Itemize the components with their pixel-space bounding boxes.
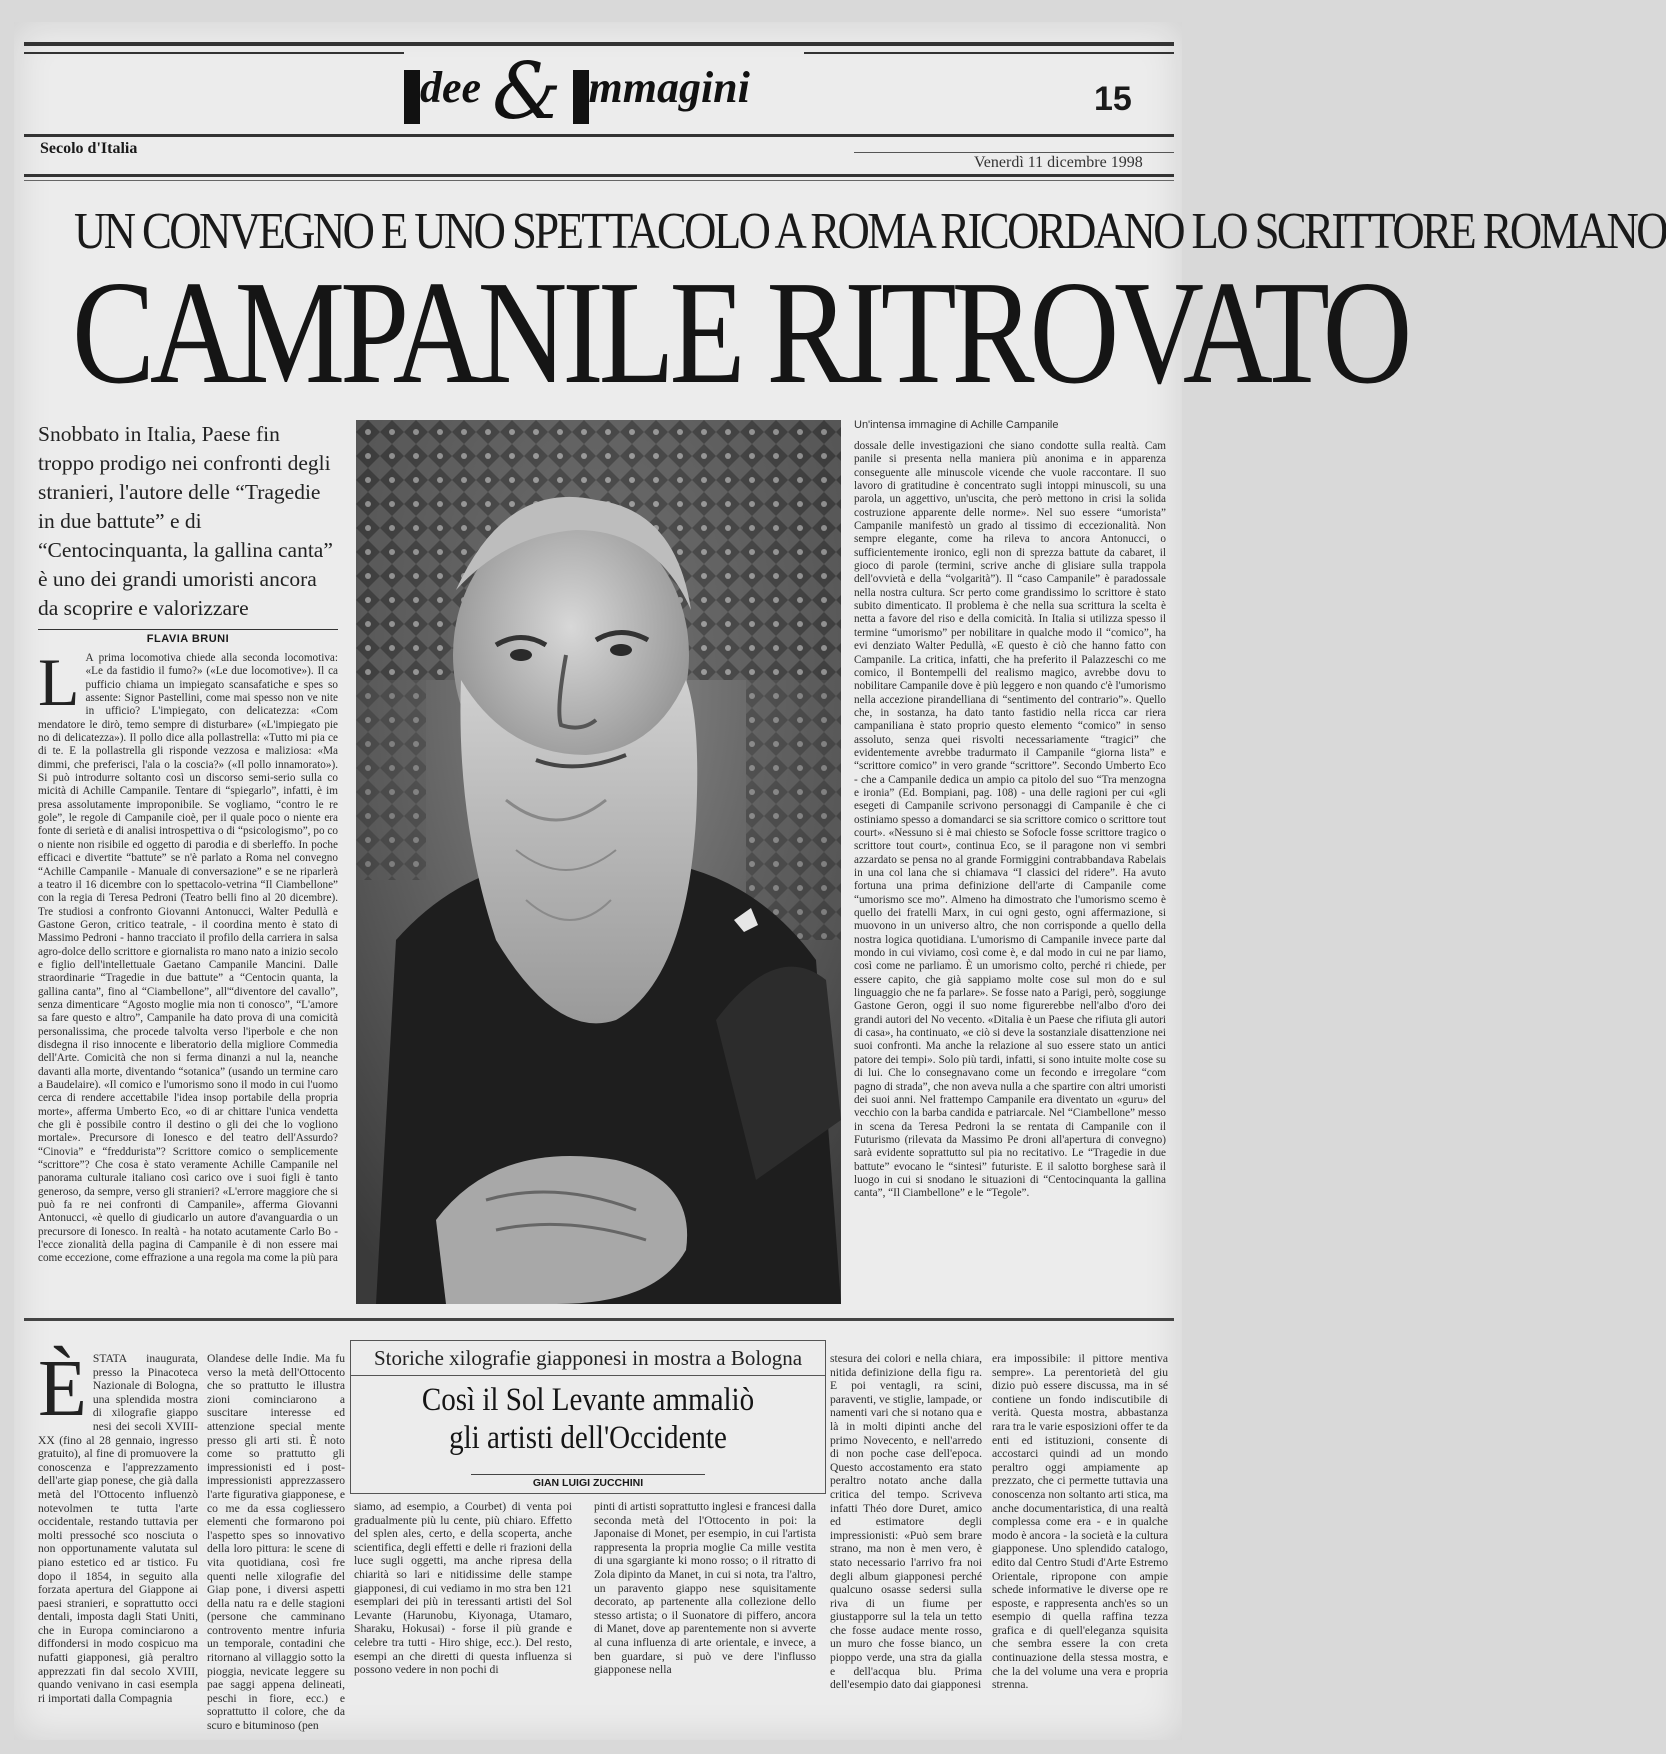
bottom-headline — [379, 1381, 796, 1457]
bottom-column-3-text: siamo, ad esempio, a Courbet) di venta poi gradualmente più lu cente, più chiaro. Effetto del splen ales, certo, e della scoperta, anche scientifica, degli effetti e delle ri frazioni della luce sugli oggetti, ma anche ripresa della chiarità so lari e nitidissime delle stampe giapponesi, di cui vediamo in mo stra ben 121 esemplari dei più in teressanti artisti del Sol Levante (Harunobu, Kiyonaga, Utamaro, Sharaku, Hokusai) - forse il più grande e celebre tra tutti - Hiro shige, ecc.). Del resto, esempi an che diretti di questa influenza si possono vedere in non pochi di — [354, 1500, 572, 1677]
photo-caption: Un'intensa immagine di Achille Campanile — [854, 419, 1059, 431]
bottom-column-3 — [354, 1500, 572, 1732]
bottom-column-6 — [992, 1352, 1168, 1732]
section-title-part2: mmagini — [588, 63, 750, 112]
portrait-illustration — [356, 420, 841, 1304]
header-rule-top — [24, 42, 1174, 46]
header-rule-bottom — [854, 152, 1174, 153]
header-rule-thin — [24, 180, 1174, 181]
article-column-2 — [854, 440, 1166, 1306]
bottom-headline-line-1: Così il Sol Levante ammaliò — [421, 1382, 755, 1418]
section-title — [404, 47, 794, 152]
header-rule-left — [24, 52, 404, 54]
portrait-photo — [356, 420, 841, 1304]
section-title-part1: dee — [420, 63, 482, 112]
header-rule-right — [804, 52, 1174, 54]
bottom-byline: GIAN LUIGI ZUCCHINI — [471, 1474, 705, 1489]
page-number: 15 — [1094, 80, 1132, 118]
article-dropcap: L — [38, 644, 80, 720]
bottom-column-5 — [830, 1352, 982, 1732]
article-kicker: UN CONVEGNO E UNO SPETTACOLO A ROMA RICORDANO LO SCRITTORE ROMANO — [74, 203, 1666, 260]
article-column-2-text: dossale delle investigazioni che siano condotte sulla realtà. Cam panile si presenta nella maniera più anonima e in apparenza conseguente alle minuscole vicende che vuole raccontare. Il suo lavoro di gratitudine è concentrato sugli intoppi minuscoli, su una parola, un aggettivo, un'uscita, che però mettono in crisi la solida costruzione apparente delle norme». Nel suo essere “umorista” Campanile manifestò un grado al tissimo di eccezionalità. Non sempre elegante, come ha rileva to ancora Antonucci, o sufficientemente ironico, egli non di sprezza battute da cabaret, il gioco di parole (termini, scrive anche di glisiare sulla trappola dell'ovvietà e della “volgarità”). Il “caso Campanile” è paradossale nella nostra cultura. Scr perto come grandissimo lo scrittore è stato subito dimenticato. Il problema è che nella sua scrittura la scelta è netta a favore del riso e della comicità. In Italia si utilizza spesso il termine “umorismo” per nobilitare in qualche modo il “comico”, ha evi denziato Walter Pedullà, «E questo è ciò che hanno fatto con Campanile. La critica, infatti, che ha preferito il Palazzeschi co me comico, il Bontempelli del realismo magico, avrebbe dovu to nobilitare Campanile dove è più leggero e non quando c'è l'umorismo nella accezione pirandelliana di “sentimento del contrario”». Quello che, in sostanza, ha dato tanto fastidio nella ricca car riera campaniliana è stato proprio questo elemento “comico” in senso assoluto, senza quei risvolti necessariamente “tragici” che evidentemente avrebbe tradurmato il Campanile “giorna lista” e “scrittore comico” in vero grande “scrittore”. Secondo Umberto Eco - che a Campanile dedica un ampio ca pitolo del suo “Tra menzogna e ironia” (Ed. Bompiani, pag. 108) - una delle ragioni per cui «gli esegeti di Campanile scrivono personaggi di Campanile è che ci ostiniamo spesso a domandarci se sia scrittore comico o scrittore tout court». «Nessuno si è mai chiesto se Sofocle fosse scrittore tragico o scrittore tout court», continua Eco, se il paragone non vi sembri azzardato se pensa no al grande Formiggini contrabbandava Rabelais in una col lana che si chiamava “I classici del ridere”. Ha avuto fortuna una prima definizione dell'arte di Campanile come “umorismo sce mo”. Almeno ha dimostrato che l'umorismo scemo è quello dei fratelli Marx, in cui ogni gesto, ogni affermazione, si muovono in un universo altro, che non corrisponde a quello della nostra logica quotidiana. L'umorismo di Campanile invece parte dal mondo in cui viviamo, così come è, e dal modo in cui ne par liamo, così come ne parliamo. È un umorismo colto, perché ri chiede, per essere capito, che già sappiamo molte cose sul mon do e sul linguaggio che ne fa parlare». Se fosse nato a Parigi, però, soggiunge Gastone Geron, oggi il suo nome figurerebbe nell'albo d'oro dei grandi autori del No vecento. «Ditalia è un Paese che rifiuta gli autori di casa», ha continuato, «e ciò si deve la sostanziale disattenzione nei suoi confronti. Ma anche la relazione al suo essere stato un antici patore dei tempi». Solo più tardi, infatti, si sono intuite molte cose su di lui. Che lo consegnavano come un fecondo e irregolare “com pagno di strada”, che non aveva nulla a che spartire con altri umoristi dei suoi anni. Nel frattempo Campanile era diventato un «guru» del vecchio con la barba candida e patriarcale. Nel “Ciambellone” messo in scena da Teresa Pedroni la se rentata di Campanile con il Futurismo (rilevata da Massimo Pe droni all'apertura di convegno) sarà evidente soprattutto sul pia no recitativo. Le “Tragedie in due battute” evocano le “sintesi” futuriste. E il salotto borghese sarà il luogo in cui si snodano le situazioni di “Centocinquanta la gallina canta”, “Il Ciambellone” e le “Tegole”. — [854, 440, 1166, 1200]
article-deck: Snobbato in Italia, Paese fin troppo prodigo nei confronti degli stranieri, l'autore delle “Tragedie in due battute” e di “Centocinquanta, la gallina canta” è uno dei grandi umoristi ancora da scoprire e valorizzare — [38, 422, 333, 620]
bottom-column-1 — [38, 1345, 198, 1732]
bottom-kicker: Storiche xilografie giapponesi in mostra a Bologna — [351, 1341, 825, 1376]
bottom-column-2 — [207, 1352, 345, 1732]
article-byline: FLAVIA BRUNI — [38, 629, 338, 645]
article-headline: CAMPANILE RITROVATO — [72, 251, 1408, 415]
bottom-column-2-text: Olandese delle Indie. Ma fu verso la metà dell'Ottocento che so prattutto le illustra zioni cominciarono a suscitare interesse ed attenzione special mente presso gli arti sti. È noto come so prattutto gli impressionisti ed i post-impressionisti apprezzassero l'arte figurativa giapponese, e co me da essa cogliessero elementi che formarono poi l'aspetto spes so innovativo della loro pittura: le scene di vita quotidiana, così fre quenti nelle xilografie del Giap pone, i diversi aspetti della natu ra e delle stagioni (persone che camminano controvento mentre infuria un temporale, contadini che ritornano al villaggio sotto la pioggia, nevicate leggere su pae saggi appena delineati, peschi in fiore, ecc.) e soprattutto il colore, che da scuro e bituminoso (pen — [207, 1352, 345, 1733]
section-title-ampersand: & — [492, 47, 562, 137]
bottom-column-6-text: era impossibile: il pittore mentiva sempre». La perentorietà del giu dizio può essere discussa, ma in sé contiene un fondo indiscutibile di verità. Questa mostra, abbastanza rara tra le varie esposizioni offer te da enti ed istituzioni, consente di accostarci quindi ad un mondo peraltro oggi ampiamente ap prezzato, che ci permette tuttavia una conoscenza non soltanto arti stica, ma anche documentaristica, di una realtà complessa come era - e in qualche modo è ancora - la società e la cultura giapponese. Uno splendido catalogo, edito dal Centro Studi d'Arte Estremo Orientale, ripropone con ampie schede informative le diverse ope re esposte, e rappresenta anch'es so un esempio di quella raffina tezza grafica e di quell'eleganza squisita che sembra essere la con creta continuazione della stessa mostra, e che la del volume una vera e propria strenna. — [992, 1352, 1168, 1692]
story-separator — [24, 1318, 1174, 1321]
bottom-column-5-text: stesura dei colori e nella chiara, nitida definizione della figu ra. E poi ventagli, ra scini, paraventi, ve stiglie, lampade, or namenti vari che si notano qua e là in molti dipinti anche del primo Novecento, e nell'arredo di non poche case dell'epoca. Questo accostamento era stato peraltro notato anche dalla critica del tempo. Scriveva infatti Théo dore Duret, amico ed estimatore degli impressionisti: «Può sem brare strano, ma non è men vero, è stato necessario l'arrivo fra noi degli album giapponesi perché qualcuno osasse sedersi sulla riva di un fiume per giustapporre sul la tela un tetto che fosse audace mente rosso, un muro che fosse bianco, un pioppo verde, una stra da gialla e dell'acqua blu. Prima dell'esempio dato dai giapponesi — [830, 1352, 982, 1692]
bottom-column-1-text: STATA inaugurata, presso la Pinacoteca Nazionale di Bologna, una splendida mostra di xilografie giappo nesi dei secoli XVIII-XX (fino al 28 gennaio, ingresso gratuito), al fine di promuovere la conoscenza e l'apprezzamento dell'arte giap ponese, che già dalla metà del l'Ottocento influenzò notevolmen te tutta l'arte occidentale, restando tuttavia per molti pressoché sco nosciuta o non opportunamente valutata sul piano estetico ed ar tistico. Fu dopo il 1854, in seguito alla forzata apertura del Giappone ai paesi stranieri, e soprattutto occi dentali, imposta dagli Stati Uniti, che in Europa cominciarono a diffondersi in modo cospicuo ma nufatti giapponesi, già peraltro apprezzati fin dal secolo XVIII, quando venivano in casi esempla ri importati dalla Compagnia — [38, 1352, 198, 1705]
header-rule-under-date — [24, 174, 1174, 177]
bottom-column-4 — [594, 1500, 816, 1732]
section-title-block-i — [404, 70, 420, 124]
section-title-block-i2 — [573, 70, 589, 124]
paper-name: Secolo d'Italia — [40, 140, 138, 157]
bottom-dropcap: È — [38, 1345, 87, 1433]
bottom-column-4-text: pinti di artisti soprattutto inglesi e francesi dalla seconda metà del l'Ottocento in poi: la Japonaise di Monet, per esempio, in cui l'artista rappresenta la propria moglie Ca mille vestita di una sgargiante ki mono rosso; o il ritratto di Zola dipinto da Manet, in cui si nota, tra l'altro, un paravento giappo nese squisitamente decorato, ap partenente alla collezione dello stesso artista; o il Suonatore di piffero, ancora di Manet, dove ap parentemente non si avverte al cuna influenza di arte orientale, e invece, a ben guardare, si può ve dere l'influsso giapponese nella — [594, 1500, 816, 1677]
bottom-headline-box — [350, 1340, 826, 1494]
article-column-1 — [38, 644, 338, 1306]
bottom-headline-line-2: gli artisti dell'Occidente — [449, 1420, 727, 1456]
issue-date: Venerdì 11 dicembre 1998 — [974, 154, 1143, 171]
newspaper-page — [14, 22, 1666, 1740]
article-column-1-text: A prima locomotiva chiede alla seconda locomotiva: «Le da fastidio il fumo?» («Le due locomotive»). Il ca pufficio chiama un impiegato scansafatiche e spes so assente: Signor Pastellini, come mai spesso non ve nite in ufficio? L'impiegato, con delicatezza: «Com mendatore le dirò, temo sempre di disturbare» («L'impiegato pie no di delicatezza»). Il pollo dice alla pollastrella: «Tutto mi pia ce di te. E la pollastrella gli risponde vezzosa e maliziosa: «Ma dimmi, che preferisci, l'ala o la coscia?» («Il pollo innamorato»). Si può introdurre soltanto così un discorso semi-serio sulla co micità di Achille Campanile. Tentare di “spiegarlo”, infatti, è im presa assolutamente improponibile. Se vogliamo, “contro le re gole”, le regole di Campanile cioè, per il quale poco o niente era fonte di serietà e di analisi introspettiva o di “psicologismo”, po co o niente non risibile ed oggetto di parodia e di sberleffo. In poche efficaci e divertite “battute” se n'è parlato a Roma nel convegno “Achille Campanile - Manuale di conversazione” e se ne riparlerà a teatro il 16 dicembre con lo spettacolo-vetrina “Il Ciambellone” con la regia di Teresa Pedroni (Teatro belli fino al 20 dicembre). Tre studiosi a confronto Giovanni Antonucci, Walter Pedullà e Gastone Geron, critico teatrale, - il coordina mento è stato di Massimo Pedroni - hanno tracciato il profilo della carriera in salsa agro-dolce dello scrittore e giornalista ro mano nato a inizio secolo e figlio dell'intellettuale Gaetano Campanile Mancini. Dalle straordinarie “Tragedie in due battute” a “Centocin quanta, la gallina canta”, fino al “Ciambellone”, all'“diventore del cavallo”, senza dimenticare “Agosto moglie mia non ti conosco”, “L'amore sa fare questo e altro”, Campanile ha dato prova di una comicità personalissima, che procede talvolta verso l'iperbole e che non disdegna il riso innocente e liberatorio della migliore Commedia dell'Arte. Comicità che non si ferma dinanzi a nul la, neanche davanti alla morte, diventando “sotanica” (usando un termine caro a Baudelaire). «Il comico e l'umorismo sono il modo in cui l'uomo cerca di rendere accettabile l'idea insop portabile della propria morte», afferma Umberto Eco, «o di ar chittare l'unica vendetta che gli è possibile contro il destino o gli dei che lo vogliono mortale». Precursore di Ionesco e del teatro dell'Assurdo? “Cinovia” e “freddurista”? Scrittore comico o semplicemente “scrittore”? Che cosa è stato veramente Achille Campanile nel panorama culturale italiano così carico ove i suoi figli è tanto generoso, da sempre, verso gli stranieri? «L'errore maggiore che si può fa re nei confronti di Campanile», afferma Giovanni Antonucci, «è quello di giudicarlo un autore d'avanguardia o un precursore di Ionesco. In realtà - ha notato acutamente Carlo Bo - l'ecce zionalità della pagina di Campanile è di non essere mai come eccezione, come effrazione a una regola ma come la più para — [38, 652, 338, 1265]
